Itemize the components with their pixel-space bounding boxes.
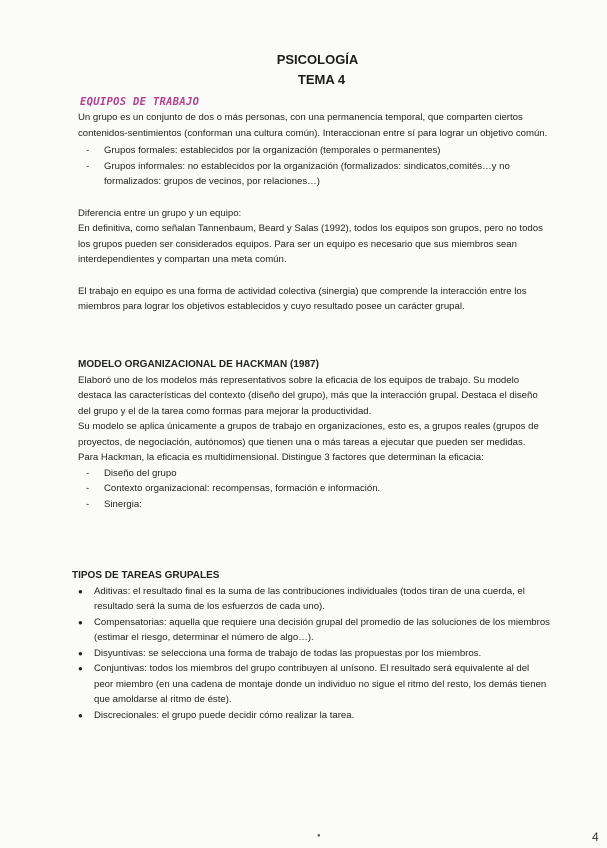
intro-paragraph: Un grupo es un conjunto de dos o más personas, con una permanencia temporal, que comparten ciertos contenidos-sentimientos (conforman una cultura común). Interaccionan entre sí para lograr un objetivo común. (78, 112, 548, 139)
list-item: ● Disyuntivas: se selecciona una forma de trabajo de todas las propuestas por los miembros. (72, 646, 550, 662)
list-item: - Grupos informales: no establecidos por la organización (formalizados: sindicatos,comités…y no formalizados: grupos de vecinos, por relaciones…) (78, 159, 548, 190)
hackman-heading: MODELO ORGANIZACIONAL DE HACKMAN (1987) (78, 359, 319, 370)
efficacy-factors-list (78, 466, 548, 513)
group-types-list (78, 143, 548, 190)
page-number: 4 (592, 830, 599, 844)
handwritten-section-title: EQUIPOS DE TRABAJO (80, 96, 200, 108)
scan-dot: ● (317, 833, 321, 839)
section-tareas (72, 568, 550, 723)
teamwork-paragraph: El trabajo en equipo es una forma de actividad colectiva (sinergia) que comprende la interacción entre los miembros para lograr los objetivos establecidos y cuyo resultado posee un carácter grupal. (78, 285, 527, 312)
difference-heading: Diferencia entre un grupo y un equipo: (78, 207, 242, 219)
hackman-paragraph-2: Su modelo se aplica únicamente a grupos de trabajo en organizaciones, esto es, a grupos reales (grupos de proyectos, de negociación, autónomos) que tienen una o más tareas a ejecutar que pueden ser medidas. (78, 421, 539, 448)
list-item: ● Aditivas: el resultado final es la suma de las contribuciones individuales (todos tiran de una cuerda, el resultado será la suma de los esfuerzos de cada uno). (72, 584, 550, 615)
list-item: ● Conjuntivas: todos los miembros del grupo contribuyen al unísono. El resultado será equivalente al del peor miembro (en una cadena de montaje donde un individuo no sigue el ritmo del resto, los demás tienen que amoldarse al ritmo de éste). (72, 661, 550, 708)
list-item: ● Discrecionales: el grupo puede decidir cómo realizar la tarea. (72, 708, 550, 724)
section-hackman (78, 357, 548, 512)
hackman-paragraph-3: Para Hackman, la eficacia es multidimensional. Distingue 3 factores que determinan la eficacia: (78, 452, 484, 463)
section-equipos (78, 110, 548, 315)
subject-title: PSICOLOGÍA (276, 52, 359, 67)
list-item: - Sinergia: (78, 497, 548, 513)
list-item: ● Compensatorias: aquella que requiere una decisión grupal del promedio de las soluciones de los miembros (estimar el riesgo, determinar el número de algo…). (72, 615, 550, 646)
hackman-paragraph-1: Elaboró uno de los modelos más representativos sobre la eficacia de los equipos de trabajo. Su modelo destaca las características del contexto (diseño del grupo), más que la interacción grupal. Destaca el diseño del grupo y el de la tarea como formas para mejorar la productividad. (78, 374, 538, 417)
task-types-heading: TIPOS DE TAREAS GRUPALES (72, 570, 220, 581)
list-item: - Diseño del grupo (78, 466, 548, 482)
topic-title: TEMA 4 (297, 72, 346, 87)
list-item: - Grupos formales: establecidos por la organización (temporales o permanentes) (78, 143, 548, 159)
task-types-list (72, 584, 550, 724)
difference-paragraph: En definitiva, como señalan Tannenbaum, Beard y Salas (1992), todos los equipos son grupos, pero no todos los grupos pueden ser considerados equipos. Para ser un equipo es necesario que sus miembros sean interdependientes y compartan una meta común. (78, 223, 543, 265)
list-item: - Contexto organizacional: recompensas, formación e información. (78, 481, 548, 497)
